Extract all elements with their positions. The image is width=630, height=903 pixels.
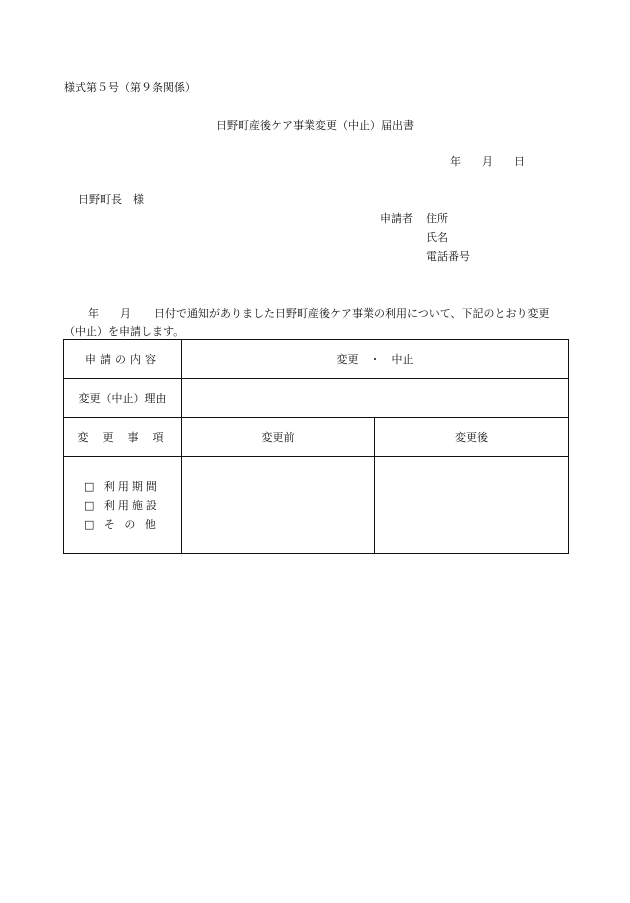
after-field[interactable]	[375, 457, 569, 554]
date-day: 日	[514, 155, 525, 168]
checkbox-usage-period[interactable]: □ 利用期間	[84, 479, 160, 493]
date-line	[450, 156, 525, 167]
before-header: 変更前	[182, 418, 375, 457]
after-header: 変更後	[375, 418, 569, 457]
applicant-phone-label: 電話番号	[426, 250, 470, 263]
body-month: 月	[120, 307, 131, 320]
table-row	[64, 418, 569, 457]
applicant-fields	[426, 213, 470, 270]
form-number: 様式第５号（第９条関係）	[64, 81, 196, 94]
table-row	[64, 379, 569, 418]
checklist-cell	[64, 457, 182, 554]
row-content-value[interactable]: 変更 ・ 中止	[182, 340, 569, 379]
row-content-label: 申請の内容	[64, 340, 182, 379]
applicant-address-label: 住所	[426, 212, 448, 225]
body-text: 日付で通知がありました日野町産後ケア事業の利用について、下記のとおり変更（中止）を申請します。	[64, 307, 550, 338]
row-reason-field[interactable]	[182, 379, 569, 418]
document-title: 日野町産後ケア事業変更（中止）届出書	[216, 119, 414, 132]
body-year: 年	[88, 307, 99, 320]
applicant-label: 申請者	[380, 212, 413, 225]
date-year: 年	[450, 155, 461, 168]
checkbox-other[interactable]: □ そ の 他	[84, 517, 159, 531]
date-month: 月	[482, 155, 493, 168]
table-row	[64, 340, 569, 379]
application-table	[63, 339, 569, 554]
row-reason-label: 変更（中止）理由	[64, 379, 182, 418]
table-row	[64, 457, 569, 554]
recipient: 日野町長 様	[78, 193, 144, 206]
applicant-name-label: 氏名	[426, 231, 448, 244]
checkbox-facility[interactable]: □ 利用施設	[84, 498, 160, 512]
row-items-label: 変更事項	[64, 418, 182, 457]
body-paragraph	[64, 305, 570, 341]
before-field[interactable]	[182, 457, 375, 554]
